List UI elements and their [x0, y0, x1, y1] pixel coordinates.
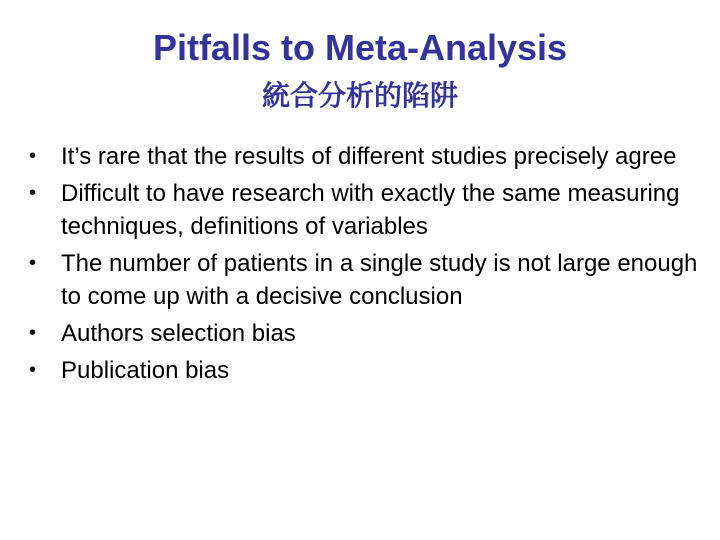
bullet-text: It’s rare that the results of different studies precisely agree	[61, 143, 677, 170]
bullet-icon: •	[29, 359, 37, 381]
bullet-text: Difficult to have research with exactly the same measuring techniques, definitions of variables	[61, 180, 680, 240]
bullet-item	[24, 354, 714, 387]
bullet-text: Publication bias	[61, 357, 230, 384]
bullet-item	[24, 140, 714, 173]
bullet-item	[24, 317, 714, 350]
slide-subtitle: 統合分析的陷阱	[261, 80, 458, 111]
bullet-item	[24, 177, 714, 243]
bullet-icon: •	[29, 145, 37, 167]
bullet-text: Authors selection bias	[61, 320, 296, 347]
bullet-list	[24, 140, 714, 391]
bullet-icon: •	[29, 252, 37, 274]
bullet-icon: •	[29, 322, 37, 344]
bullet-item	[24, 247, 714, 313]
bullet-text: The number of patients in a single study is not large enough to come up with a decisive conclusion	[61, 250, 698, 310]
bullet-icon: •	[29, 182, 37, 204]
slide-title: Pitfalls to Meta-Analysis	[152, 27, 568, 68]
